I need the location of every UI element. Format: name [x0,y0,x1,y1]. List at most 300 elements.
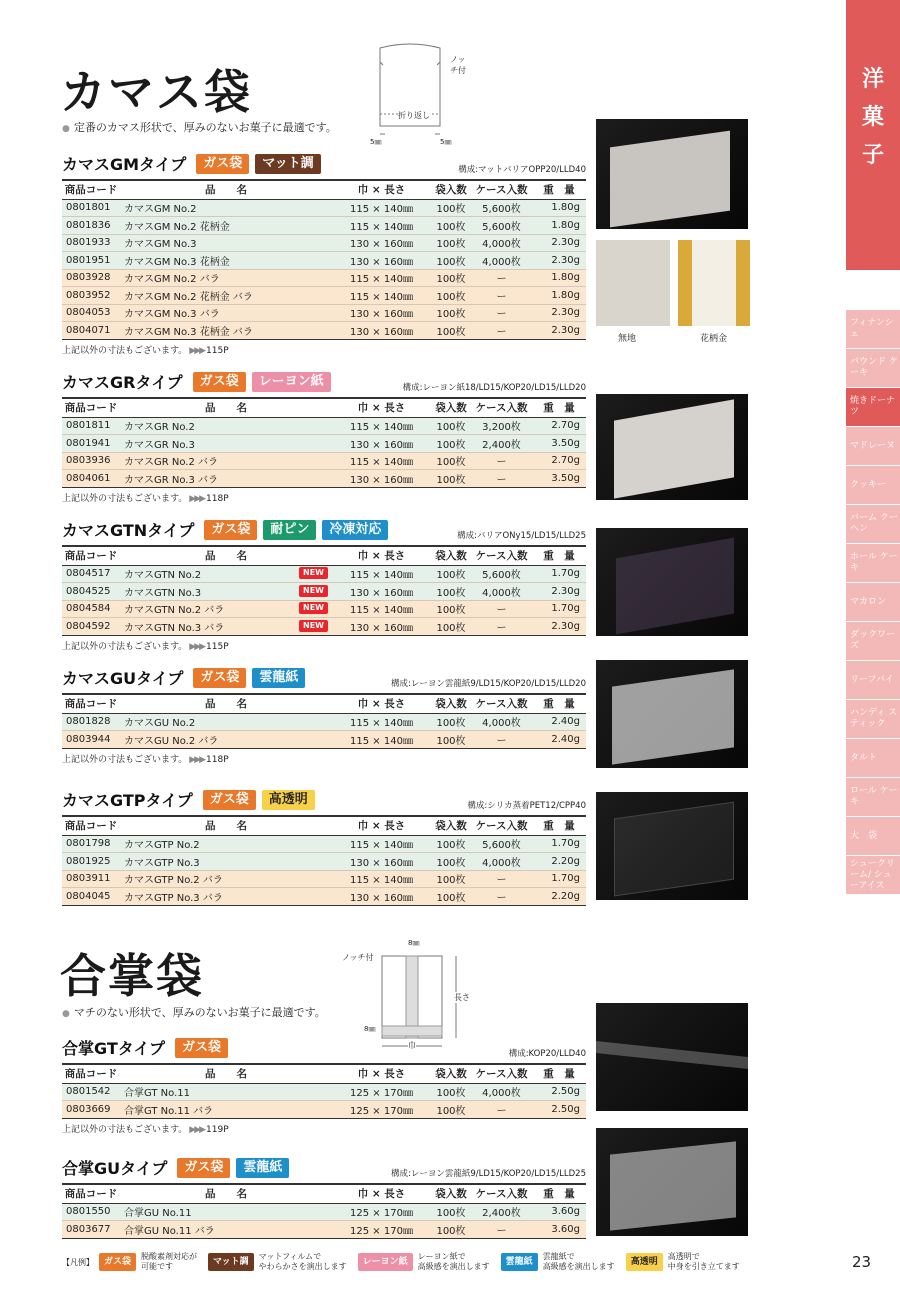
page-number: 23 [852,1253,872,1271]
cell-weight: 1.80g [532,217,586,235]
cell-code: 0804584 [62,600,120,618]
legend-text: 中身を引き立てます [667,1262,740,1271]
gassho-diagram [330,936,480,1052]
cell-name [120,435,332,453]
feature-tag: ガス袋 [175,1038,228,1058]
section-title: カマスGTNタイプ [62,521,195,540]
legend-desc [418,1252,490,1272]
new-badge: NEW [299,567,328,579]
photo-gassho-gu [596,1128,748,1236]
cell-code: 0803669 [62,1101,120,1119]
column-header-case: ケース入数 [471,694,532,713]
sidebar-item[interactable]: パウンド ケーキ [846,349,900,388]
product-name: カマスGTP No.2 [124,840,200,852]
arrow-icon: ▶▶▶ [189,493,205,504]
column-header-name: 品 名 [120,180,332,199]
cell-code: 0801550 [62,1203,120,1221]
table-header [62,398,586,417]
legend-desc [668,1252,740,1272]
cell-name [120,1203,332,1221]
legend-tag: 高透明 [626,1253,663,1271]
cell-code: 0803936 [62,452,120,470]
column-header-code: 商品コード [62,398,120,417]
table-row [62,470,586,488]
column-header-weight: 重 量 [532,180,586,199]
table-row [62,565,586,583]
cell-case: 3,200枚 [471,417,532,435]
cell-weight: 2.30g [532,234,586,252]
cell-case: 5,600枚 [471,835,532,853]
note-page[interactable]: 119P [206,1124,229,1135]
legend-label: 【凡例】 [62,1257,94,1267]
sidebar-item[interactable]: マカロン [846,583,900,622]
cell-weight: 3.50g [532,435,586,453]
cell-name [120,304,332,322]
kamasu-description: ● 定番のカマス形状で、厚みのないお菓子に最適です。 [62,119,337,135]
cell-weight: 1.70g [532,870,586,888]
cell-case: 5,600枚 [471,565,532,583]
cell-size: 130 × 160㎜ [332,234,431,252]
cell-qty: 100枚 [431,304,471,322]
cell-case: ー [471,269,532,287]
photo-gu [596,660,748,768]
cell-weight: 2.30g [532,618,586,636]
cell-size: 115 × 140㎜ [332,713,431,731]
product-section [62,666,586,765]
cell-qty: 100枚 [431,287,471,305]
cell-name [120,199,332,217]
cell-qty: 100枚 [431,435,471,453]
column-header-size: 巾 × 長さ [332,1064,431,1083]
cell-case: ー [471,322,532,340]
column-header-size: 巾 × 長さ [332,694,431,713]
legend-text: 脱酸素剤対応が [141,1252,198,1261]
section-header [62,666,586,689]
sidebar-item[interactable]: ハンディ スティック [846,700,900,739]
product-name: カマスGR No.3 バラ [124,474,219,486]
cell-size: 130 × 160㎜ [332,304,431,322]
product-name: カマスGTP No.3 バラ [124,892,223,904]
photo-gtn [596,528,748,636]
legend-desc [543,1252,615,1272]
cell-qty: 100枚 [431,417,471,435]
section-title: 合掌GTタイプ [62,1039,165,1058]
product-section [62,1036,586,1135]
column-header-code: 商品コード [62,694,120,713]
cell-size: 125 × 170㎜ [332,1101,431,1119]
legend-text: 高透明で [667,1252,700,1261]
product-section [62,1156,586,1239]
cell-size: 115 × 140㎜ [332,269,431,287]
gassho-description: ● マチのない形状で、厚みのないお菓子に最適です。 [62,1004,326,1020]
product-name: カマスGM No.3 [124,239,197,251]
cell-code: 0801836 [62,217,120,235]
note-text: 上記以外の寸法もございます。 [62,493,188,504]
cell-weight: 2.50g [532,1083,586,1101]
cell-qty: 100枚 [431,234,471,252]
section-title: カマスGUタイプ [62,669,184,688]
column-header-qty: 袋入数 [431,1064,471,1083]
sidebar-item[interactable]: バーム クーヘン [846,505,900,544]
sidebar-item[interactable]: クッキー [846,466,900,505]
new-badge: NEW [299,620,328,632]
product-table [62,397,586,488]
sidebar-item[interactable]: マドレーヌ [846,427,900,466]
product-name: 合掌GU No.11 バラ [124,1225,215,1237]
cell-name [120,1101,332,1119]
feature-tag: マット調 [255,154,320,174]
kamasu-title: カマス袋 [60,65,252,119]
section-header [62,788,586,811]
cell-name [120,731,332,749]
cell-size: 125 × 170㎜ [332,1203,431,1221]
photo-gtp [596,792,748,900]
cell-code: 0803677 [62,1221,120,1239]
sidebar-item[interactable]: 大 袋 [846,817,900,856]
cell-case: ー [471,731,532,749]
table-header [62,816,586,835]
column-header-name: 品 名 [120,694,332,713]
gassho-length-label: 長さ [454,993,470,1002]
table-header [62,180,586,199]
sidebar-item[interactable]: タルト [846,739,900,778]
feature-tag: 耐ピン [263,520,316,540]
column-header-case: ケース入数 [471,1064,532,1083]
cell-size: 115 × 140㎜ [332,287,431,305]
sidebar-item[interactable]: フィナンシェ [846,310,900,349]
product-name: カマスGTP No.3 [124,857,200,869]
composition-spec: 構成:レーヨン雲龍紙9/LD15/KOP20/LD15/LLD25 [391,1169,586,1179]
cell-qty: 100枚 [431,252,471,270]
cell-name [120,618,332,636]
product-name: カマスGTP No.2 バラ [124,875,223,887]
cell-weight: 2.40g [532,713,586,731]
cell-qty: 100枚 [431,835,471,853]
cell-code: 0801941 [62,435,120,453]
category-char-3: 子 [861,142,884,168]
cell-name [120,853,332,871]
sidebar-item[interactable]: ダックワーズ [846,622,900,661]
section-title: 合掌GUタイプ [62,1159,168,1178]
table-row [62,888,586,906]
cell-code: 0804517 [62,565,120,583]
cell-qty: 100枚 [431,1101,471,1119]
cell-case: ー [471,304,532,322]
table-row [62,217,586,235]
column-header-case: ケース入数 [471,546,532,565]
product-name: カマスGM No.2 花柄金 [124,221,230,233]
legend-text: 高級感を演出します [542,1262,615,1271]
cell-code: 0803928 [62,269,120,287]
cell-qty: 100枚 [431,618,471,636]
cell-weight: 3.60g [532,1221,586,1239]
column-header-weight: 重 量 [532,546,586,565]
section-header [62,1156,586,1179]
product-name: カマスGM No.2 バラ [124,274,220,286]
gassho-left-dim: 8㎜ [364,1025,376,1033]
new-badge: NEW [299,602,328,614]
sidebar-category [846,0,900,270]
legend-text: 可能です [141,1262,174,1271]
photo-pattern-label: 花柄金 [700,334,728,344]
cell-code: 0804045 [62,888,120,906]
cell-case: ー [471,1101,532,1119]
section-title: カマスGTPタイプ [62,791,193,810]
category-char-1: 洋 [861,66,884,92]
table-row [62,713,586,731]
cell-name [120,600,332,618]
column-header-code: 商品コード [62,1184,120,1203]
cell-weight: 2.70g [532,452,586,470]
table-row [62,1083,586,1101]
cell-case: ー [471,888,532,906]
table-row [62,1101,586,1119]
column-header-case: ケース入数 [471,816,532,835]
cell-qty: 100枚 [431,217,471,235]
cell-qty: 100枚 [431,731,471,749]
photo-pattern-gold [678,240,750,326]
product-name: 合掌GT No.11 [124,1088,191,1100]
sidebar-item[interactable]: リーフパイ [846,661,900,700]
size-note [62,639,586,652]
feature-tag: 冷凍対応 [322,520,388,540]
legend-text: マットフィルムで [258,1252,322,1261]
table-row [62,600,586,618]
dim-left: 5㎜ [370,138,382,146]
column-header-size: 巾 × 長さ [332,180,431,199]
column-header-case: ケース入数 [471,398,532,417]
note-page[interactable]: 115P [206,641,229,652]
cell-code: 0804053 [62,304,120,322]
sidebar-item[interactable]: 焼きドーナツ [846,388,900,427]
legend-text: やわらかさを演出します [258,1262,347,1271]
gassho-width-label: 巾 [408,1041,416,1050]
cell-name [120,1083,332,1101]
column-header-size: 巾 × 長さ [332,398,431,417]
cell-weight: 2.20g [532,853,586,871]
table-row [62,853,586,871]
column-header-size: 巾 × 長さ [332,816,431,835]
column-header-weight: 重 量 [532,694,586,713]
cell-weight: 2.70g [532,417,586,435]
column-header-case: ケース入数 [471,180,532,199]
cell-weight: 2.40g [532,731,586,749]
cell-case: 2,400枚 [471,435,532,453]
table-row [62,1203,586,1221]
sidebar-item[interactable]: シュークリーム/ シューアイス [846,856,900,895]
sidebar-nav [846,310,900,895]
product-name: 合掌GT No.11 バラ [124,1105,214,1117]
sidebar-item[interactable]: ロール ケーキ [846,778,900,817]
section-header [62,152,586,175]
cell-size: 115 × 140㎜ [332,565,431,583]
legend-text: レーヨン紙で [417,1252,466,1261]
cell-qty: 100枚 [431,600,471,618]
sidebar-item[interactable]: ホール ケーキ [846,544,900,583]
arrow-icon: ▶▶▶ [189,345,205,356]
cell-qty: 100枚 [431,565,471,583]
feature-tag: ガス袋 [193,668,246,688]
cell-case: 4,000枚 [471,853,532,871]
table-row [62,417,586,435]
feature-tag: レーヨン紙 [252,372,331,392]
cell-code: 0803952 [62,287,120,305]
table-row [62,234,586,252]
cell-code: 0804071 [62,322,120,340]
composition-spec: 構成:マットバリアOPP20/LLD40 [458,165,586,175]
cell-code: 0803911 [62,870,120,888]
cell-size: 130 × 160㎜ [332,888,431,906]
cell-weight: 1.70g [532,600,586,618]
table-row [62,1221,586,1239]
cell-size: 130 × 160㎜ [332,252,431,270]
feature-tag: ガス袋 [193,372,246,392]
composition-spec: 構成:シリカ蒸着PET12/CPP40 [467,801,586,811]
cell-code: 0801925 [62,853,120,871]
cell-code: 0804061 [62,470,120,488]
product-name: カマスGU No.2 [124,718,196,730]
cell-qty: 100枚 [431,452,471,470]
legend-desc [259,1252,347,1272]
cell-case: ー [471,870,532,888]
column-header-case: ケース入数 [471,1184,532,1203]
cell-weight: 2.30g [532,583,586,601]
cell-name [120,322,332,340]
table-row [62,452,586,470]
column-header-name: 品 名 [120,1184,332,1203]
cell-case: 4,000枚 [471,713,532,731]
product-section [62,370,586,504]
column-header-code: 商品コード [62,180,120,199]
column-header-qty: 袋入数 [431,398,471,417]
cell-weight: 2.30g [532,322,586,340]
cell-weight: 2.50g [532,1101,586,1119]
cell-size: 115 × 140㎜ [332,199,431,217]
cell-name [120,470,332,488]
arrow-icon: ▶▶▶ [189,641,205,652]
table-row [62,435,586,453]
product-table [62,179,586,340]
cell-qty: 100枚 [431,1203,471,1221]
cell-code: 0804525 [62,583,120,601]
cell-case: ー [471,600,532,618]
feature-tag: 高透明 [262,790,315,810]
cell-weight: 2.30g [532,252,586,270]
cell-case: ー [471,470,532,488]
dim-right: 5㎜ [440,138,452,146]
column-header-code: 商品コード [62,1064,120,1083]
table-header [62,546,586,565]
feature-tag: 雲龍紙 [252,668,305,688]
table-row [62,199,586,217]
cell-name [120,269,332,287]
composition-spec: 構成:レーヨン雲龍紙9/LD15/KOP20/LD15/LLD20 [391,679,586,689]
cell-size: 130 × 160㎜ [332,583,431,601]
section-header [62,1036,586,1059]
feature-tag: ガス袋 [196,154,249,174]
cell-name [120,452,332,470]
product-name: カマスGM No.3 花柄金 [124,256,230,268]
cell-weight: 1.70g [532,565,586,583]
cell-case: ー [471,1221,532,1239]
table-row [62,269,586,287]
cell-size: 130 × 160㎜ [332,853,431,871]
cell-name [120,417,332,435]
cell-qty: 100枚 [431,1083,471,1101]
cell-name [120,713,332,731]
product-name: カマスGR No.2 [124,422,195,434]
gassho-notch-label: ノッチ付 [342,953,374,962]
cell-qty: 100枚 [431,322,471,340]
feature-tag: 雲龍紙 [236,1158,289,1178]
note-page[interactable]: 115P [206,345,229,356]
legend-tag: ガス袋 [99,1253,136,1271]
column-header-qty: 袋入数 [431,180,471,199]
product-name: 合掌GU No.11 [124,1208,192,1220]
product-name: カマスGM No.2 [124,204,197,216]
note-text: 上記以外の寸法もございます。 [62,754,188,765]
legend-text: 高級感を演出します [417,1262,490,1271]
cell-case: ー [471,287,532,305]
photo-plain-label: 無地 [618,334,637,344]
category-char-2: 菓 [861,104,884,130]
new-badge: NEW [299,585,328,597]
cell-size: 115 × 140㎜ [332,731,431,749]
cell-name [120,888,332,906]
cell-case: ー [471,452,532,470]
cell-code: 0803944 [62,731,120,749]
column-header-name: 品 名 [120,546,332,565]
product-name: カマスGU No.2 バラ [124,735,219,747]
legend-text: 雲龍紙で [542,1252,575,1261]
cell-code: 0801933 [62,234,120,252]
table-header [62,694,586,713]
cell-code: 0801828 [62,713,120,731]
table-header [62,1184,586,1203]
cell-qty: 100枚 [431,199,471,217]
cell-size: 115 × 140㎜ [332,452,431,470]
cell-size: 130 × 160㎜ [332,618,431,636]
cell-code: 0801801 [62,199,120,217]
cell-qty: 100枚 [431,870,471,888]
cell-case: 4,000枚 [471,583,532,601]
note-page[interactable]: 118P [206,754,229,765]
column-header-name: 品 名 [120,398,332,417]
cell-qty: 100枚 [431,1221,471,1239]
cell-size: 115 × 140㎜ [332,217,431,235]
column-header-name: 品 名 [120,1064,332,1083]
cell-name [120,565,332,583]
cell-name [120,1221,332,1239]
note-page[interactable]: 118P [206,493,229,504]
cell-name [120,583,332,601]
section-title: カマスGRタイプ [62,373,183,392]
cell-size: 115 × 140㎜ [332,835,431,853]
size-note [62,491,586,504]
column-header-size: 巾 × 長さ [332,546,431,565]
cell-name [120,252,332,270]
table-row [62,835,586,853]
column-header-weight: 重 量 [532,1064,586,1083]
cell-code: 0804592 [62,618,120,636]
feature-tag: ガス袋 [203,790,256,810]
product-section [62,152,586,356]
product-name: カマスGM No.2 花柄金 バラ [124,291,253,303]
feature-tag: ガス袋 [204,520,257,540]
table-row [62,322,586,340]
product-name: カマスGTN No.2 [124,570,202,582]
column-header-qty: 袋入数 [431,694,471,713]
